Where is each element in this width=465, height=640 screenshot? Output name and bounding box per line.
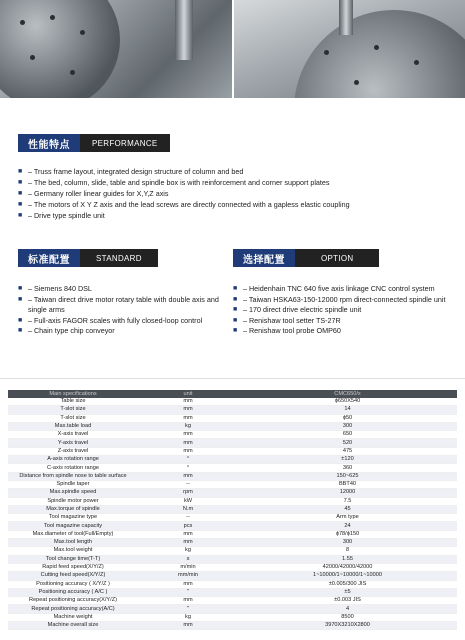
spec-name-cell: Tool magazine capacity xyxy=(8,522,138,530)
spec-name-cell: Positioning accuracy ( A/C ) xyxy=(8,588,138,596)
table-hole xyxy=(374,45,379,50)
spec-value-cell: ±0.003 JIS xyxy=(238,597,457,605)
spec-value-cell: 1.55 xyxy=(238,555,457,563)
table-row xyxy=(8,563,457,571)
bullet-icon: ■ xyxy=(233,295,238,303)
spec-name-cell: Max.torque of spindle xyxy=(8,505,138,513)
column-header: unit xyxy=(138,390,238,398)
spec-name-cell: Machine weight xyxy=(8,613,138,621)
spec-value-cell: 520 xyxy=(238,439,457,447)
spec-unit-cell: mm xyxy=(138,580,238,588)
spec-table-body xyxy=(8,398,457,630)
spec-name-cell: Z-axis travel xyxy=(8,447,138,455)
header-photos xyxy=(0,0,465,98)
list-item: ■ – Renishaw tool setter TS-27R xyxy=(233,315,341,325)
table-row xyxy=(8,530,457,538)
list-item: ■ – The bed, column, slide, table and spindle box is with reinforcement and corner support plates xyxy=(18,178,330,187)
table-header-row xyxy=(8,390,457,398)
table-hole xyxy=(20,20,25,25)
bullet-icon: ■ xyxy=(18,285,23,292)
spec-name-cell: Y-axis travel xyxy=(8,439,138,447)
table-row xyxy=(8,572,457,580)
table-row xyxy=(8,613,457,621)
table-row xyxy=(8,605,457,613)
spec-unit-cell: " xyxy=(138,588,238,596)
section-divider xyxy=(0,378,465,379)
spec-name-cell: Repeat positioning accuracy(A/C) xyxy=(8,605,138,613)
spec-unit-cell: mm xyxy=(138,530,238,538)
spec-value-cell: 8500 xyxy=(238,613,457,621)
bullet-icon: ■ xyxy=(233,285,238,292)
option-title-en: OPTION xyxy=(295,249,379,267)
table-hole xyxy=(50,15,55,20)
table-row xyxy=(8,422,457,430)
machine-photo-right xyxy=(234,0,465,98)
spec-unit-cell: kg xyxy=(138,613,238,621)
table-row xyxy=(8,489,457,497)
spec-unit-cell: m/min xyxy=(138,563,238,571)
table-row xyxy=(8,555,457,563)
spec-unit-cell: kg xyxy=(138,547,238,555)
list-item: ■ – The motors of X Y Z axis and the lead screws are directly connected with a gapless elastic coupling xyxy=(18,200,350,209)
list-item: ■ – Taiwan direct drive motor rotary table with double axis and single arms xyxy=(18,294,219,314)
bullet-icon: ■ xyxy=(18,190,23,197)
table-row xyxy=(8,522,457,530)
table-row xyxy=(8,622,457,630)
spec-unit-cell: N.m xyxy=(138,505,238,513)
list-item: ■ – Full-axis FAGOR scales with fully closed-loop control xyxy=(18,315,203,325)
spec-value-cell: 45 xyxy=(238,505,457,513)
standard-title-cn: 标准配置 xyxy=(18,249,80,267)
spec-unit-cell: mm xyxy=(138,398,238,406)
list-item: ■ – Drive type spindle unit xyxy=(18,211,105,220)
performance-title-en: PERFORMANCE xyxy=(80,134,170,152)
bullet-icon: ■ xyxy=(18,316,23,324)
performance-header xyxy=(18,134,170,152)
option-title-cn: 选择配置 xyxy=(233,249,295,267)
list-item: ■ – Siemens 840 DSL xyxy=(18,284,92,293)
list-item: ■ – Chain type chip conveyor xyxy=(18,326,115,335)
standard-title-en: STANDARD xyxy=(80,249,158,267)
spec-unit-cell: pcs xyxy=(138,522,238,530)
list-item: ■ – Germany roller linear guides for X,Y,Z axis xyxy=(18,189,169,198)
spec-value-cell: 360 xyxy=(238,464,457,472)
machine-photo-left xyxy=(0,0,232,98)
standard-list xyxy=(18,284,223,337)
performance-title-cn: 性能特点 xyxy=(18,134,80,152)
spec-name-cell: Tool magazine type xyxy=(8,514,138,522)
spec-value-cell: 650 xyxy=(238,431,457,439)
spec-name-cell: Spindle motor power xyxy=(8,497,138,505)
spec-value-cell: 1~10000/1~10000/1~10000 xyxy=(238,572,457,580)
spec-unit-cell: mm xyxy=(138,431,238,439)
spec-value-cell: ϕ78/ϕ150 xyxy=(238,530,457,538)
rotary-table-image xyxy=(0,0,120,98)
worktable-image xyxy=(294,10,465,98)
table-row xyxy=(8,472,457,480)
spec-unit-cell: " xyxy=(138,605,238,613)
spec-name-cell: Distance from spindle nose to table surface xyxy=(8,472,138,480)
spec-value-cell: 4 xyxy=(238,605,457,613)
spec-unit-cell: mm xyxy=(138,622,238,630)
option-header xyxy=(233,249,379,267)
spec-name-cell: T-slot size xyxy=(8,406,138,414)
table-row xyxy=(8,588,457,596)
spec-name-cell: Cutting feed speed(X/Y/Z) xyxy=(8,572,138,580)
spec-value-cell: ϕ650X540 xyxy=(238,398,457,406)
list-item: ■ – Taiwan HSKA63-150-12000 rpm direct-connected spindle unit xyxy=(233,294,446,304)
table-row xyxy=(8,514,457,522)
spec-name-cell: Tool change time(T-T) xyxy=(8,555,138,563)
spec-value-cell: Arm type xyxy=(238,514,457,522)
spec-name-cell: A-axis rotation range xyxy=(8,456,138,464)
spec-value-cell: ±0.005/300 JIS xyxy=(238,580,457,588)
table-hole xyxy=(324,50,329,55)
spec-unit-cell: -- xyxy=(138,514,238,522)
table-row xyxy=(8,505,457,513)
spec-name-cell: Max.spindle speed xyxy=(8,489,138,497)
spec-unit-cell: mm xyxy=(138,414,238,422)
table-row xyxy=(8,406,457,414)
spec-unit-cell: mm xyxy=(138,447,238,455)
spec-table xyxy=(8,390,457,630)
bullet-icon: ■ xyxy=(233,306,238,313)
bullet-icon: ■ xyxy=(18,168,23,175)
table-hole xyxy=(30,55,35,60)
table-row xyxy=(8,539,457,547)
column-header: CMC650/x xyxy=(238,390,457,398)
spec-name-cell: Max.tool weight xyxy=(8,547,138,555)
spec-name-cell: Spindle taper xyxy=(8,480,138,488)
bullet-icon: ■ xyxy=(233,327,238,334)
option-list xyxy=(233,284,453,337)
spec-name-cell: X-axis travel xyxy=(8,431,138,439)
bullet-icon: ■ xyxy=(18,327,23,334)
spindle-image xyxy=(175,0,193,60)
table-row xyxy=(8,439,457,447)
spec-name-cell: Max.table load xyxy=(8,422,138,430)
spec-value-cell: 12000 xyxy=(238,489,457,497)
spec-value-cell: 300 xyxy=(238,539,457,547)
spec-name-cell: Repeat positioning accuracy(X/Y/Z) xyxy=(8,597,138,605)
bullet-icon: ■ xyxy=(233,316,238,324)
bullet-icon: ■ xyxy=(18,179,23,186)
spec-unit-cell: ° xyxy=(138,464,238,472)
spec-value-cell: 150~625 xyxy=(238,472,457,480)
spec-value-cell: ϕ50 xyxy=(238,414,457,422)
spec-unit-cell: mm xyxy=(138,539,238,547)
table-row xyxy=(8,547,457,555)
table-row xyxy=(8,497,457,505)
spec-name-cell: Max.diameter of tool(Full/Empty) xyxy=(8,530,138,538)
bullet-icon: ■ xyxy=(18,212,23,219)
standard-header xyxy=(18,249,158,267)
spec-unit-cell: mm xyxy=(138,406,238,414)
probe-image xyxy=(339,0,353,35)
spec-unit-cell: -- xyxy=(138,480,238,488)
table-row xyxy=(8,464,457,472)
spec-value-cell: 14 xyxy=(238,406,457,414)
table-hole xyxy=(354,80,359,85)
spec-value-cell: 8 xyxy=(238,547,457,555)
spec-name-cell: Rapid feed speed(X/Y/Z) xyxy=(8,563,138,571)
performance-list xyxy=(18,166,458,221)
spec-unit-cell: kW xyxy=(138,497,238,505)
spec-name-cell: Positioning accuracy ( X/Y/Z ) xyxy=(8,580,138,588)
spec-value-cell: 3970X3210X2800 xyxy=(238,622,457,630)
spec-value-cell: 300 xyxy=(238,422,457,430)
table-row xyxy=(8,456,457,464)
column-header: Main specifications xyxy=(8,390,138,398)
spec-value-cell: 42000/42000/42000 xyxy=(238,563,457,571)
table-row xyxy=(8,597,457,605)
spec-unit-cell: s xyxy=(138,555,238,563)
table-hole xyxy=(414,60,419,65)
spec-unit-cell: mm xyxy=(138,439,238,447)
spec-value-cell: ±5 xyxy=(238,588,457,596)
spec-unit-cell: mm xyxy=(138,472,238,480)
table-row xyxy=(8,431,457,439)
spec-unit-cell: ° xyxy=(138,456,238,464)
spec-unit-cell: mm/min xyxy=(138,572,238,580)
spec-unit-cell: kg xyxy=(138,422,238,430)
bullet-icon: ■ xyxy=(18,201,23,208)
spec-value-cell: 7.5 xyxy=(238,497,457,505)
table-hole xyxy=(70,70,75,75)
spec-name-cell: Max.tool length xyxy=(8,539,138,547)
spec-value-cell: 24 xyxy=(238,522,457,530)
table-hole xyxy=(80,30,85,35)
table-row xyxy=(8,414,457,422)
table-row xyxy=(8,398,457,406)
spec-value-cell: 475 xyxy=(238,447,457,455)
spec-name-cell: Table size xyxy=(8,398,138,406)
bullet-icon: ■ xyxy=(18,295,23,303)
spec-name-cell: Machine overall size xyxy=(8,622,138,630)
list-item: ■ – Truss frame layout, integrated design structure of column and bed xyxy=(18,167,244,176)
list-item: ■ – 170 direct drive electric spindle unit xyxy=(233,305,362,314)
spec-name-cell: T-slot size xyxy=(8,414,138,422)
table-row xyxy=(8,447,457,455)
spec-unit-cell: rpm xyxy=(138,489,238,497)
spec-value-cell: BBT40 xyxy=(238,480,457,488)
spec-value-cell: ±120 xyxy=(238,456,457,464)
list-item: ■ – Renishaw tool probe OMP60 xyxy=(233,326,341,335)
table-row xyxy=(8,480,457,488)
spec-unit-cell: mm xyxy=(138,597,238,605)
spec-name-cell: C-axis rotation range xyxy=(8,464,138,472)
list-item: ■ – Heidenhain TNC 640 five axis linkage CNC control system xyxy=(233,284,435,293)
table-row xyxy=(8,580,457,588)
